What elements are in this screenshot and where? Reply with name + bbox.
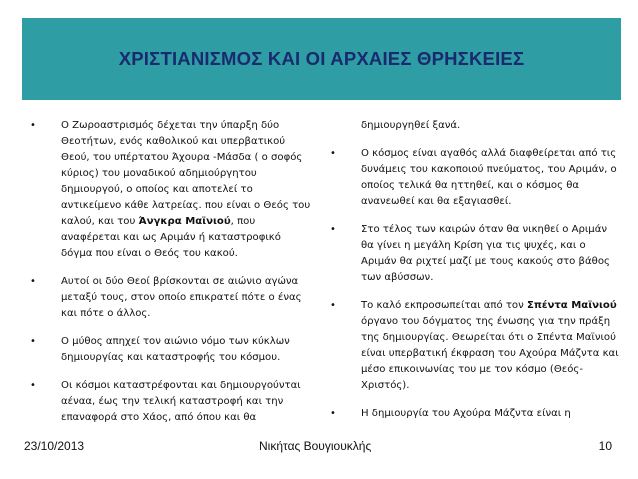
list-item xyxy=(30,334,312,366)
text-segment: όργανο του δόγματος της ένωσης για την πράξη της δημιουργίας. Θεωρείται ότι ο Σπέντα Μαϊνιού είναι υπερβατική έκφραση του Αχούρα Μάζντα και μέσο επικοινωνίας του με τον κόσμο (Θεός-Χριστός). xyxy=(361,316,619,391)
bullet-icon: • xyxy=(330,224,336,235)
list-item xyxy=(330,222,620,286)
list-item xyxy=(30,118,312,262)
bullet-text: Αυτοί οι δύο Θεοί βρίσκονται σε αιώνιο αγώνα μεταξύ τους, στον οποίο επικρατεί πότε ο ένας και πότε ο άλλος. xyxy=(61,276,302,319)
bullet-text: δημιουργηθεί ξανά. xyxy=(361,120,461,131)
bullet-icon: • xyxy=(330,148,336,159)
bullet-text: Ο κόσμος είναι αγαθός αλλά διαφθείρεται από τις δυνάμεις του κακοποιού πνεύματος, του Αριμάν, ο οποίος τελικά θα ηττηθεί, και ο κόσμος θα ανανεωθεί και θα εξαγιασθεί. xyxy=(361,148,617,207)
bullet-icon: • xyxy=(30,336,36,347)
footer-author: Νικήτας Βουγιουκλής xyxy=(259,439,372,453)
list-item xyxy=(30,274,312,322)
slide-title: ΧΡΙΣΤΙΑΝΙΣΜΟΣ ΚΑΙ ΟΙ ΑΡΧΑΙΕΣ ΘΡΗΣΚΕΙΕΣ xyxy=(118,48,525,69)
list-item xyxy=(330,298,620,394)
bullet-text: Οι κόσμοι καταστρέφονται και δημιουργούνται αέναα, έως την τελική καταστροφή και την επαναφορά στο Χάος, από όπου και θα xyxy=(61,380,301,423)
page-number: 10 xyxy=(598,439,612,453)
title-bar xyxy=(22,18,621,100)
list-item xyxy=(330,146,620,210)
left-column xyxy=(30,118,312,438)
bullet-text: Ο μύθος απηχεί τον αιώνιο νόμο των κύκλων δημιουργίας και καταστροφής του κόσμου. xyxy=(61,336,290,363)
text-segment: Το καλό εκπροσωπείται από τον xyxy=(361,300,527,311)
bullet-text: Στο τέλος των καιρών όταν θα νικηθεί ο Αριμάν θα γίνει η μεγάλη Κρίση για τις ψυχές, και ο Αριμάν θα ριχτεί μαζί με τους κακούς στο βάθος των αβύσσων. xyxy=(361,224,610,283)
right-column xyxy=(330,118,620,434)
bullet-text xyxy=(361,298,620,394)
bullet-text xyxy=(61,118,312,262)
bullet-icon: • xyxy=(30,120,36,131)
bold-term: Άνγκρα Μαϊνιού xyxy=(138,216,231,227)
bullet-icon: • xyxy=(30,276,36,287)
bullet-text: Η δημιουργία του Αχούρα Μάζντα είναι η xyxy=(361,408,571,419)
list-item xyxy=(30,378,312,426)
list-item-continuation xyxy=(330,118,620,134)
bullet-icon: • xyxy=(330,300,336,311)
list-item xyxy=(330,406,620,422)
bullet-icon: • xyxy=(330,408,336,419)
text-segment: , που αναφέρεται και ως Αριμάν ή καταστροφικό δόγμα που είναι ο Θεός του κακού. xyxy=(61,216,281,259)
text-segment: Ο Ζωροαστρισμός δέχεται την ύπαρξη δύο Θεοτήτων, ενός καθολικού και υπερβατικού Θεού, του υπέρτατου Άχουρα -Μάσδα ( ο σοφός κύριος) του μοναδικού αδημιούργητου δημιουργού, ο οποίος και αποτελεί το αντικείμενο κάθε λατρείας. που είναι ο Θεός του καλού, και του xyxy=(61,120,311,227)
bullet-icon: • xyxy=(30,380,36,391)
bold-term: Σπέντα Μαϊνιού xyxy=(526,300,617,311)
footer-date: 23/10/2013 xyxy=(24,439,85,453)
